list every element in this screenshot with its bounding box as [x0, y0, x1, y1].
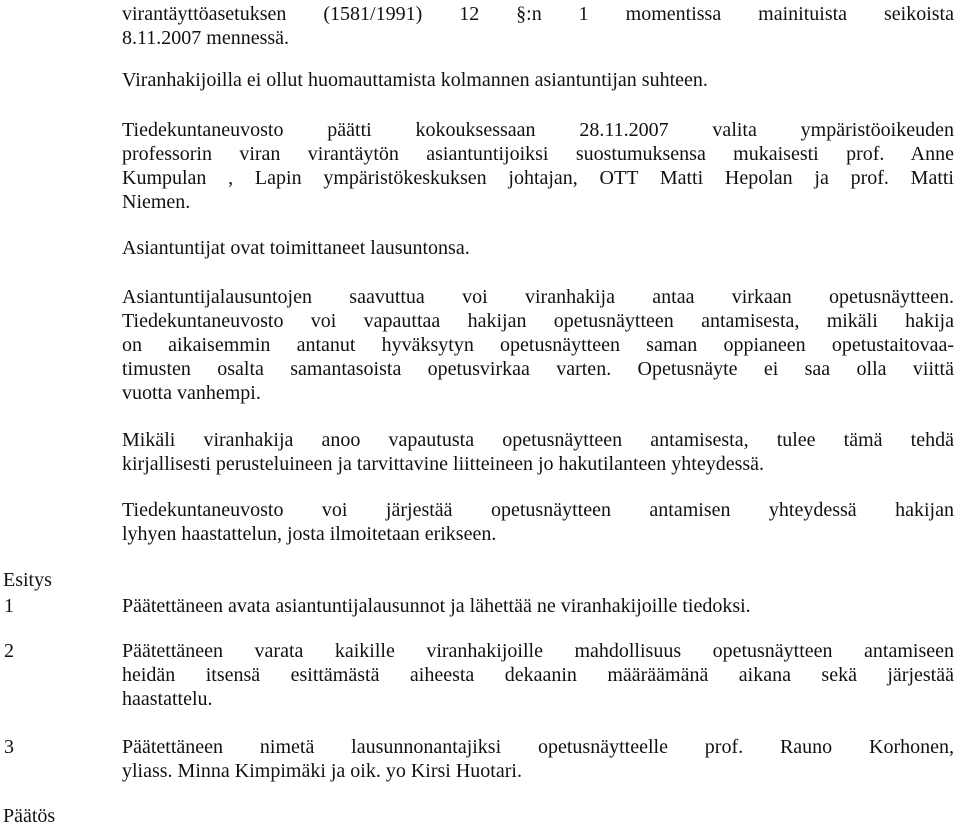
- text-line: haastattelu.: [122, 688, 213, 710]
- text-line: heidän itsensä esittämästä aiheesta dekaanin määräämänä aikana sekä järjestää: [122, 664, 954, 686]
- text-line: Mikäli viranhakija anoo vapautusta opetusnäytteen antamisesta, tulee tämä tehdä: [122, 429, 954, 451]
- text-line: Tiedekuntaneuvosto voi vapauttaa hakijan opetusnäytteen antamisesta, mikäli hakija: [122, 310, 954, 332]
- esitys-heading: Esitys: [3, 569, 52, 591]
- text-line: Kumpulan , Lapin ympäristökeskuksen johtajan, OTT Matti Hepolan ja prof. Matti: [122, 167, 954, 189]
- paragraph-statements-delivered: [122, 236, 954, 260]
- paragraph-interview: [122, 498, 954, 546]
- text-line: Päätettäneen varata kaikille viranhakijoille mahdollisuus opetusnäytteen antamiseen: [122, 640, 954, 662]
- paragraph-teaching-demo: [122, 285, 954, 405]
- paatos-heading: Päätös: [3, 805, 56, 827]
- text-line: Asiantuntijat ovat toimittaneet lausuntonsa.: [122, 237, 470, 259]
- text-line: virantäyttöasetuksen (1581/1991) 12 §:n 1 momentissa mainituista seikoista: [122, 3, 954, 25]
- text-line: Viranhakijoilla ei ollut huomauttamista kolmannen asiantuntijan suhteen.: [122, 69, 708, 91]
- text-line: kirjallisesti perusteluineen ja tarvittavine liitteineen jo hakutilanteen yhteydessä.: [122, 453, 765, 475]
- text-line: vuotta vanhempi.: [122, 382, 261, 404]
- text-line: Niemen.: [122, 191, 191, 213]
- text-line: Tiedekuntaneuvosto voi järjestää opetusnäytteen antamisen yhteydessä hakijan: [122, 499, 954, 521]
- text-line: Asiantuntijalausuntojen saavuttua voi viranhakija antaa virkaan opetusnäytteen.: [122, 286, 954, 308]
- paragraph-continuation: [122, 2, 954, 50]
- paragraph-experts-appointed: [122, 118, 954, 214]
- proposal-item-3: [122, 735, 954, 783]
- text-line: professorin viran virantäytön asiantuntijoiksi suostumuksensa mukaisesti prof. Anne: [122, 143, 954, 165]
- paragraph-no-objections: [122, 68, 954, 92]
- text-line: Tiedekuntaneuvosto päätti kokouksessaan 28.11.2007 valita ympäristöoikeuden: [122, 119, 954, 141]
- text-line: Päätettäneen avata asiantuntijalausunnot ja lähettää ne viranhakijoille tiedoksi.: [122, 595, 751, 617]
- proposal-item-2: [122, 639, 954, 711]
- text-line: 8.11.2007 mennessä.: [122, 27, 290, 49]
- text-line: yliass. Minna Kimpimäki ja oik. yo Kirsi Huotari.: [122, 760, 522, 782]
- proposal-number: 2: [4, 640, 14, 662]
- proposal-number: 1: [4, 595, 14, 617]
- paragraph-exemption-request: [122, 428, 954, 476]
- proposal-number: 3: [4, 736, 14, 758]
- proposal-item-1: [122, 594, 954, 618]
- text-line: timusten osalta samantasoista opetusvirkaa varten. Opetusnäyte ei saa olla viittä: [122, 358, 954, 380]
- text-line: on aikaisemmin antanut hyväksytyn opetusnäytteen saman oppianeen opetustaitovaa-: [122, 334, 954, 356]
- text-line: lyhyen haastattelun, josta ilmoitetaan erikseen.: [122, 523, 497, 545]
- text-line: Päätettäneen nimetä lausunnonantajiksi opetusnäytteelle prof. Rauno Korhonen,: [122, 736, 954, 758]
